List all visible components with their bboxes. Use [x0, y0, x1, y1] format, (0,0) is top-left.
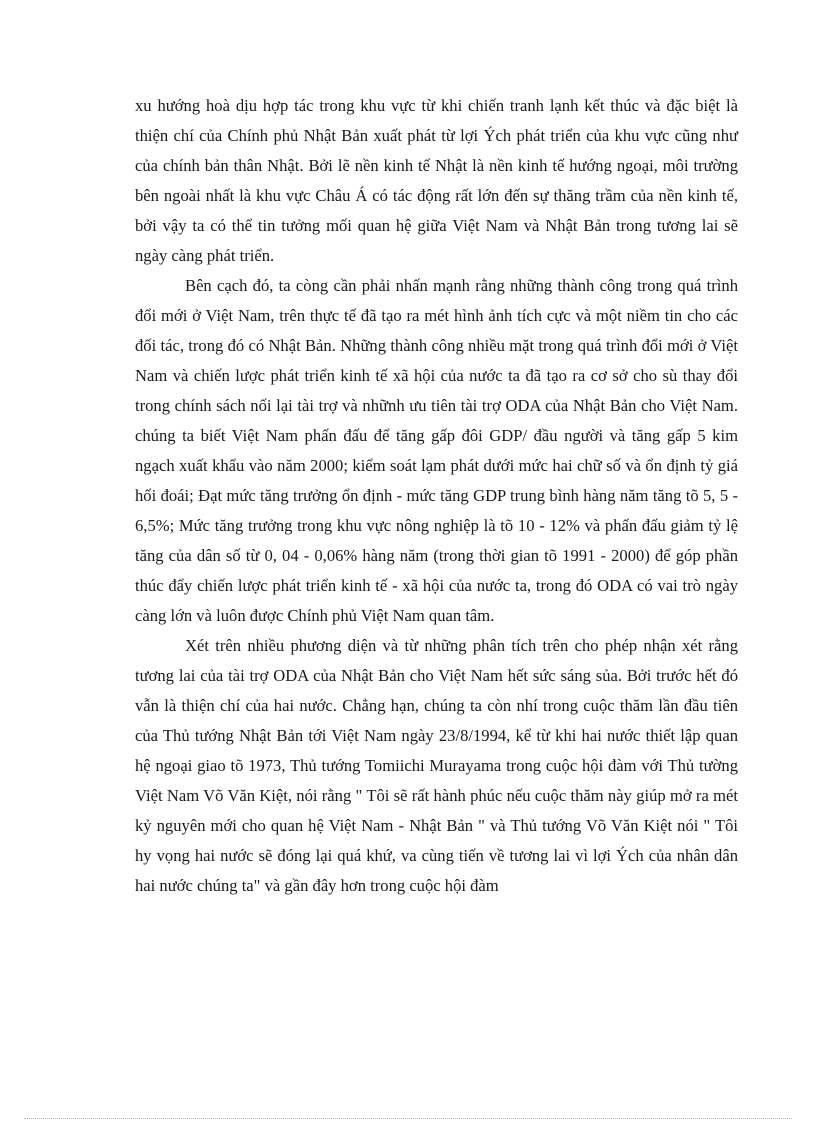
paragraph-outlook: Xét trên nhiều phương diện và từ những phân tích trên cho phép nhận xét rằng tương lai của tài trợ ODA của Nhật Bản cho Việt Nam hết sức sáng sủa. Bởi trước hết đó vẫn là thiện chí của hai nước. Chẳng hạn, chúng ta còn nhí trong cuộc thăm lần đầu tiên của Thủ tướng Nhật Bản tới Việt Nam ngày 23/8/1994, kể từ khi hai nước thiết lập quan hệ ngoại giao tõ 1973, Thủ tướng Tomiichi Murayama trong cuộc hội đàm với Thủ tường Việt Nam Võ Văn Kiệt, nói rằng " Tôi sẽ rất hành phúc nếu cuộc thăm này giúp mở ra mét kỷ nguyên mới cho quan hệ Việt Nam - Nhật Bản " và Thủ tướng Võ Văn Kiệt nói " Tôi hy vọng hai nước sẽ đóng lại quá khứ, va cùng tiến về tương lai vì lợi Ých của nhân dân hai nước chúng ta" và gần đây hơn trong cuộc hội đàm: [135, 636, 738, 895]
page-bottom-divider: [24, 1118, 792, 1119]
paragraph-achievements: Bên cạch đó, ta còng cần phải nhấn mạnh rằng những thành công trong quá trình đổi mới ở Việt Nam, trên thực tế đã tạo ra mét hình ảnh tích cực và một niềm tin cho các đối tác, trong đó có Nhật Bản. Những thành công nhiều mặt trong quá trình đổi mới ở Việt Nam và chiến lược phát triển kinh tế xã hội của nước ta đã tạo ra cơ sở cho sù thay đổi trong chính sách nối lại tài trợ và nhữnh ưu tiên tài trợ ODA của Nhật Bản cho Việt Nam. chúng ta biết Việt Nam phấn đấu để tăng gấp đôi GDP/ đầu người và tăng gấp 5 kim ngạch xuất khẩu vào năm 2000; kiểm soát lạm phát dưới mức hai chữ số và ổn định tỷ giá hối đoái; Đạt mức tăng trưởng ổn định - mức tăng GDP trung bình hàng năm tăng tõ 5, 5 - 6,5%; Mức tăng trưởng trong khu vực nông nghiệp là tõ 10 - 12% và phấn đấu giảm tỷ lệ tăng của dân số từ 0, 04 - 0,06% hàng năm (trong thời gian tõ 1991 - 2000) để góp phần thúc đẩy chiến lược phát triển kinh tế - xã hội của nước ta, trong đó ODA có vai trò ngày càng lớn và luôn được Chính phủ Việt Nam quan tâm.: [135, 276, 738, 625]
paragraph-continued: xu hướng hoà dịu hợp tác trong khu vực từ khi chiến tranh lạnh kết thúc và đặc biệt là thiện chí của Chính phủ Nhật Bản xuất phát từ lợi Ých phát triển của khu vực cũng như của chính bản thân Nhật. Bởi lẽ nền kinh tế Nhật là nền kinh tế hướng ngoại, môi trường bên ngoài nhất là khu vực Châu Á có tác động rất lớn đến sự thăng trầm của nền kinh tế, bởi vậy ta có thể tin tưởng mối quan hệ giữa Việt Nam và Nhật Bản trong tương lai sẽ ngày càng phát triển.: [135, 96, 738, 265]
document-body: [135, 91, 738, 901]
